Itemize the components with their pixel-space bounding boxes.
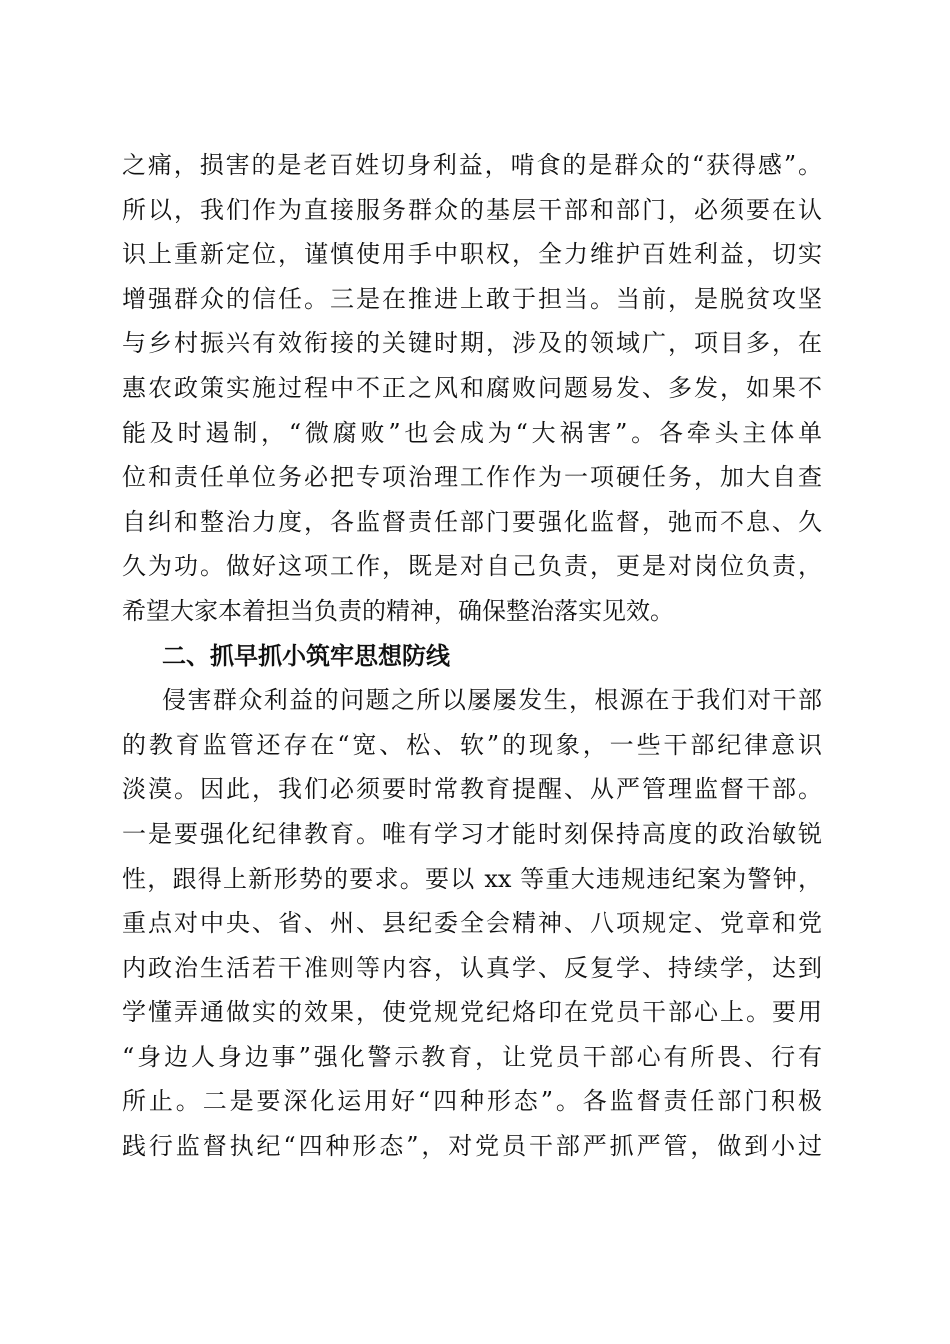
paragraph-line: 识上重新定位，谨慎使用手中职权，全力维护百姓利益，切实 — [122, 240, 822, 269]
paragraph-line: 一是要强化纪律教育。唯有学习才能时刻保持高度的政治敏锐 — [122, 819, 822, 848]
paragraph-line: 能及时遏制，“微腐败”也会成为“大祸害”。各牵头主体单 — [122, 418, 822, 447]
paragraph-line: 践行监督执纪“四种形态”，对党员干部严抓严管，做到小过 — [122, 1132, 822, 1161]
paragraph-line: 内政治生活若干准则等内容，认真学、反复学、持续学，达到 — [122, 953, 822, 982]
paragraph-line: 位和责任单位务必把专项治理工作作为一项硬任务，加大自查 — [122, 463, 822, 492]
document-body — [122, 143, 822, 1169]
paragraph-line: 惠农政策实施过程中不正之风和腐败问题易发、多发，如果不 — [122, 373, 822, 402]
paragraph-1 — [122, 143, 822, 634]
paragraph-line: 久为功。做好这项工作，既是对自己负责，更是对岗位负责， — [122, 552, 822, 581]
paragraph-line: 重点对中央、省、州、县纪委全会精神、八项规定、党章和党 — [122, 909, 822, 938]
paragraph-line: 之痛，损害的是老百姓切身利益，啃食的是群众的“获得感”。 — [122, 151, 822, 179]
paragraph-2 — [122, 678, 822, 1169]
paragraph-line: 与乡村振兴有效衔接的关键时期，涉及的领域广，项目多，在 — [122, 329, 822, 358]
paragraph-line: “身边人身边事”强化警示教育，让党员干部心有所畏、行有 — [122, 1042, 822, 1071]
paragraph-line: 淡漠。因此，我们必须要时常教育提醒、从严管理监督干部。 — [122, 775, 822, 804]
paragraph-line: 性，跟得上新形势的要求。要以 xx 等重大违规违纪案为警钟， — [122, 864, 822, 893]
paragraph-line: 学懂弄通做实的效果，使党规党纪烙印在党员干部心上。要用 — [122, 998, 822, 1027]
section-heading: 二、抓早抓小筑牢思想防线 — [162, 641, 450, 670]
paragraph-line: 所以，我们作为直接服务群众的基层干部和部门，必须要在认 — [122, 195, 822, 224]
paragraph-line: 所止。二是要深化运用好“四种形态”。各监督责任部门积极 — [122, 1087, 822, 1116]
paragraph-line: 侵害群众利益的问题之所以屡屡发生，根源在于我们对干部 — [162, 686, 822, 715]
paragraph-line: 的教育监管还存在“宽、松、软”的现象，一些干部纪律意识 — [122, 730, 822, 759]
paragraph-line: 增强群众的信任。三是在推进上敢于担当。当前，是脱贫攻坚 — [122, 284, 822, 313]
paragraph-line: 自纠和整治力度，各监督责任部门要强化监督，弛而不息、久 — [122, 507, 822, 536]
paragraph-line: 希望大家本着担当负责的精神，确保整治落实见效。 — [122, 596, 674, 625]
